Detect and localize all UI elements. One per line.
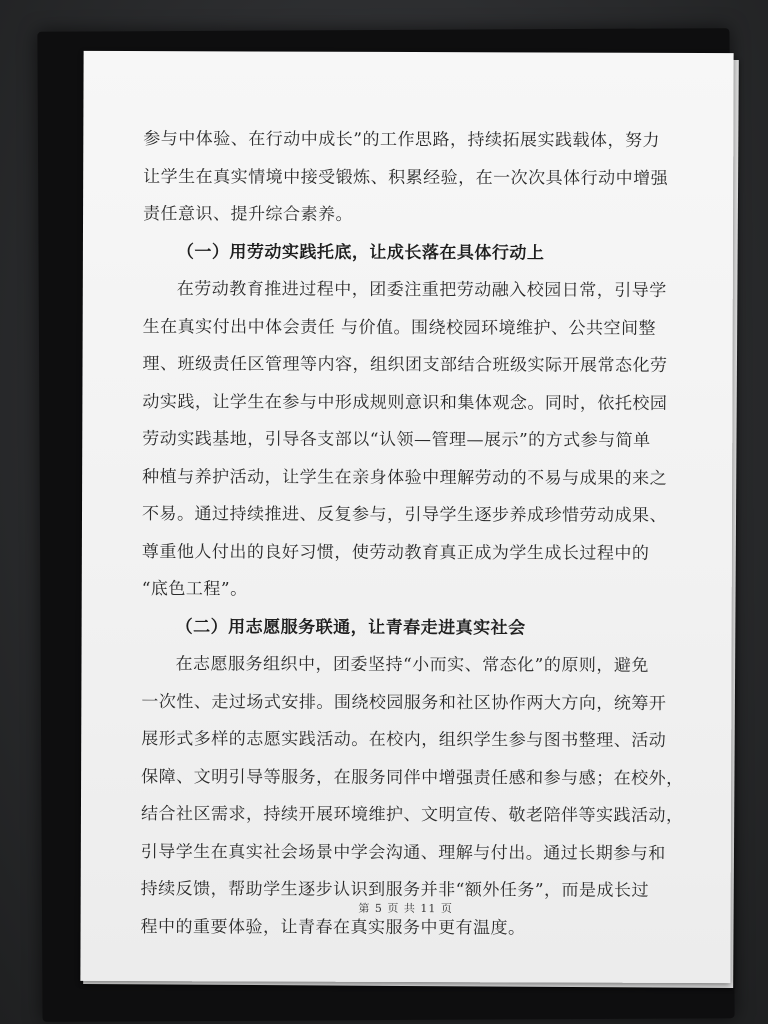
body-line: 责任意识、提升综合素养。 (143, 204, 354, 225)
body-line: “底色工程”。 (141, 579, 248, 600)
body-line: 生在真实付出中体会责任 与价值。围绕校园环境维护、公共空间整 (142, 316, 657, 339)
section-heading-2: （二）用志愿服务联通，让青春走进真实社会 (175, 616, 526, 638)
body-line: 让学生在真实情境中接受锻炼、积累经验，在一次次具体行动中增强 (143, 166, 669, 189)
body-line: 参与中体验、在行动中成长”的工作思路，持续拓展实践载体，努力 (143, 129, 661, 151)
body-line: 程中的重要体验，让青春在真实服务中更有温度。 (140, 916, 526, 938)
body-line: 动实践，让学生在参与中形成规则意识和集体观念。同时，依托校园 (142, 391, 668, 414)
body-line: 持续反馈，帮助学生逐步认识到服务并非“额外任务”，而是成长过 (140, 879, 650, 901)
paragraph-start: 在志愿服务组织中，团委坚持“小而实、常态化”的原则，避免 (175, 654, 649, 676)
body-line: 展形式多样的志愿实践活动。在校内，组织学生参与图书整理、活动 (141, 729, 667, 751)
body-line: 劳动实践基地，引导各支部以“认领—管理—展示”的方式参与简单 (142, 429, 651, 451)
body-line: 尊重他人付出的良好习惯，使劳动教育真正成为学生成长过程中的 (141, 541, 650, 564)
paragraph-start: 在劳动教育推进过程中，团委注重把劳动融入校园日常，引导学 (176, 279, 667, 301)
document-body (141, 121, 700, 948)
body-line: 引导学生在真实社会场景中学会沟通、理解与付出。通过长期参与和 (140, 841, 666, 864)
body-line: 不易。通过持续推进、反复参与，引导学生逐步养成珍惜劳动成果、 (141, 504, 668, 526)
page-number: 第 5 页 共 11 页 (358, 901, 453, 916)
body-line: 一次性、走过场式安排。围绕校园服务和社区协作两大方向，统筹开 (141, 691, 667, 714)
body-line: 结合社区需求，持续开展环境维护、文明宣传、敬老陪伴等实践活动， (140, 804, 684, 826)
document-page (80, 51, 733, 983)
body-line: 保障、文明引导等服务，在服务同伴中增强责任感和参与感；在校外， (141, 766, 684, 789)
body-line: 理、班级责任区管理等内容，组织团支部结合班级实际开展常态化劳 (142, 354, 668, 376)
section-heading-1: （一）用劳动实践托底，让成长落在具体行动上 (176, 241, 545, 263)
body-line: 种植与养护活动，让学生在亲身体验中理解劳动的不易与成果的来之 (142, 466, 668, 489)
